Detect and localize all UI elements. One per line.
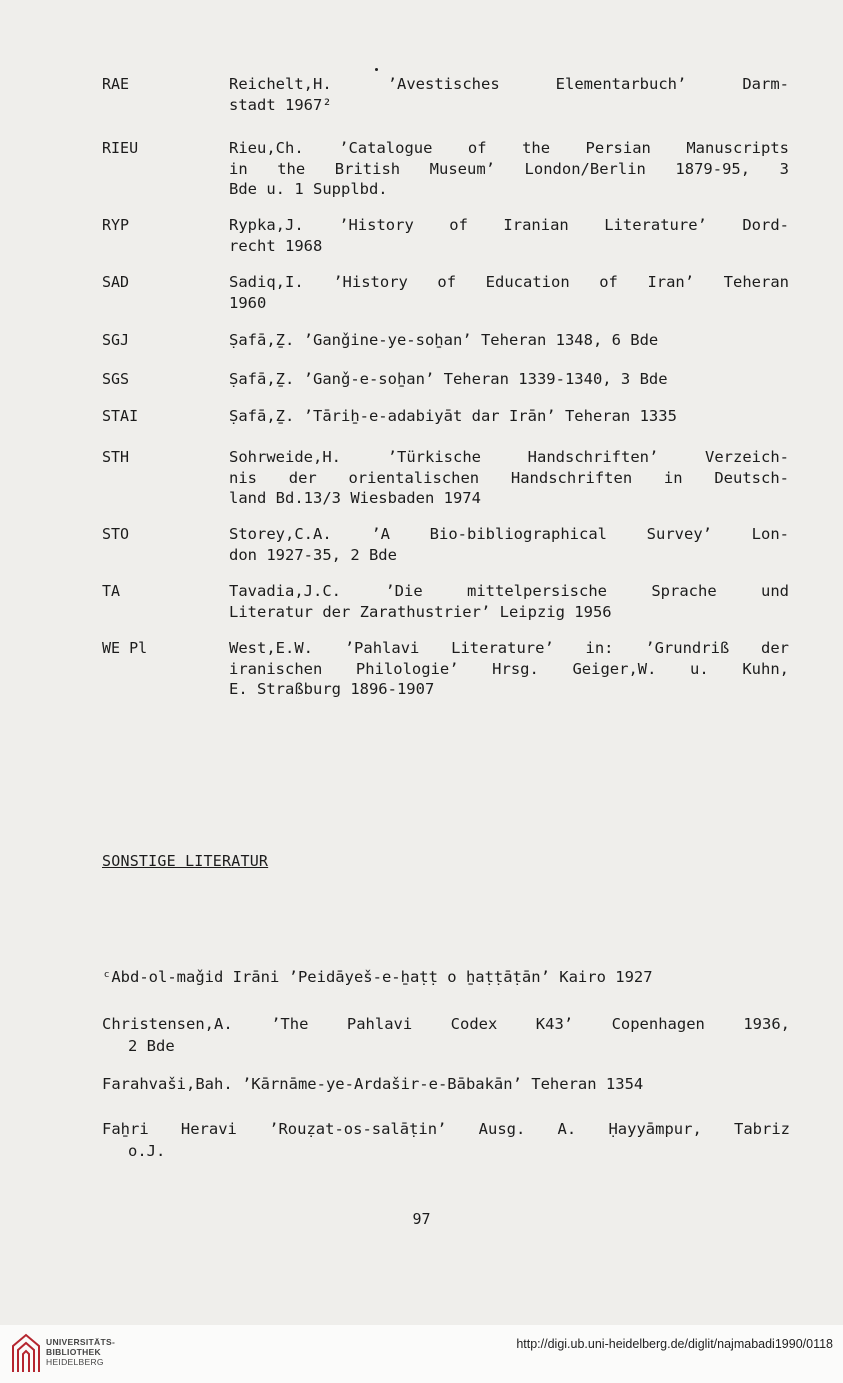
citation-line: Bde u. 1 Supplbd. <box>229 180 388 198</box>
citation-line: Sohrweide,H. ’Türkische Handschriften’ Verzeich- <box>229 448 789 466</box>
literature-line: 2 Bde <box>128 1037 175 1055</box>
entry-abbreviation: RAE <box>102 75 130 93</box>
literature-line: Christensen,A. ’The Pahlavi Codex K43’ Copenhagen 1936, <box>102 1015 790 1033</box>
citation-line: don 1927-35, 2 Bde <box>229 545 397 564</box>
entry-citation <box>229 330 789 351</box>
entry-citation <box>229 638 789 700</box>
literature-entry <box>102 1073 790 1095</box>
library-logo-text <box>46 1337 115 1367</box>
citation-line: Ṣafā,Ẕ. ’Ganǧ-e-soẖan’ Teheran 1339-1340, 3 Bde <box>229 370 668 388</box>
citation-line: Reichelt,H. ’Avestisches Elementarbuch’ Darm- <box>229 75 789 93</box>
citation-line: Rypka,J. ’History of Iranian Literature’ Dord- <box>229 216 789 234</box>
citation-line: Sadiq,I. ’History of Education of Iran’ Teheran <box>229 273 789 291</box>
library-logo-icon <box>10 1332 42 1379</box>
entry-abbreviation: SGJ <box>102 331 130 349</box>
citation-line: West,E.W. ’Pahlavi Literature’ in: ’Grundriß der <box>229 639 789 657</box>
entry-citation <box>229 406 789 427</box>
citation-line: Literatur der Zarathustrier’ Leipzig 1956 <box>229 602 612 621</box>
literature-entry <box>102 1118 790 1162</box>
entry-citation <box>229 138 789 200</box>
logo-line-1: UNIVERSITÄTS- <box>46 1337 116 1347</box>
citation-line: land Bd.13/3 Wiesbaden 1974 <box>229 489 481 507</box>
entry-citation <box>229 524 789 565</box>
literature-entry <box>102 1013 790 1057</box>
citation-line: Ṣafā,Ẕ. ’Ganǧine-ye-soẖan’ Teheran 1348, 6 Bde <box>229 331 659 349</box>
source-url-link[interactable]: http://digi.ub.uni-heidelberg.de/diglit/najmabadi1990/0118 <box>516 1337 833 1351</box>
entry-abbreviation: STAI <box>102 407 139 425</box>
citation-line: in the British Museum’ London/Berlin 1879-95, 3 <box>229 159 789 178</box>
citation-line: Storey,C.A. ’A Bio-bibliographical Survey’ Lon- <box>229 525 789 543</box>
entry-citation <box>229 369 789 390</box>
entry-citation <box>229 215 789 256</box>
entry-citation <box>229 447 789 509</box>
entry-abbreviation: RYP <box>102 216 130 234</box>
citation-line: 1960 <box>229 293 267 312</box>
literature-line: ᶜAbd-ol-maǧid Irāni ’Peidāyeš-e-ẖaṭṭ o ẖaṭṭāṭān’ Kairo 1927 <box>102 968 653 986</box>
speck-mark <box>375 68 378 71</box>
page-number: 97 <box>412 1210 431 1228</box>
entry-citation <box>229 581 789 622</box>
entry-abbreviation: RIEU <box>102 139 139 157</box>
entry-abbreviation: STO <box>102 525 130 543</box>
entry-abbreviation: SGS <box>102 370 130 388</box>
entry-abbreviation: STH <box>102 448 130 466</box>
entry-abbreviation: WE Pl <box>102 639 148 657</box>
entry-citation <box>229 74 789 115</box>
literature-entry <box>102 966 790 988</box>
citation-line: nis der orientalischen Handschriften in Deutsch- <box>229 468 789 487</box>
citation-line: E. Straßburg 1896-1907 <box>229 680 435 698</box>
logo-line-2: BIBLIOTHEK <box>46 1347 101 1357</box>
entry-abbreviation: SAD <box>102 273 130 291</box>
logo-line-3: HEIDELBERG <box>46 1357 104 1367</box>
literature-line: Faẖri Heravi ’Rouẓat-os-salāṭin’ Ausg. A. Ḥayyāmpur, Tabriz <box>102 1120 790 1138</box>
entry-citation <box>229 272 789 313</box>
section-heading: SONSTIGE LITERATUR <box>102 852 269 870</box>
citation-line: iranischen Philologie’ Hrsg. Geiger,W. u. Kuhn, <box>229 659 789 678</box>
citation-line: recht 1968 <box>229 236 323 255</box>
footer-bar <box>0 1325 843 1383</box>
literature-line: o.J. <box>128 1142 166 1160</box>
entry-abbreviation: TA <box>102 582 121 600</box>
literature-line: Farahvaši,Bah. ’Kārnāme-ye-Ardašir-e-Bābakān’ Teheran 1354 <box>102 1075 644 1093</box>
citation-line: Rieu,Ch. ’Catalogue of the Persian Manuscripts <box>229 139 789 157</box>
citation-line: Ṣafā,Ẕ. ’Tāriẖ-e-adabiyāt dar Irān’ Teheran 1335 <box>229 407 677 425</box>
citation-line: stadt 1967² <box>229 95 332 114</box>
citation-line: Tavadia,J.C. ’Die mittelpersische Sprache und <box>229 582 789 600</box>
